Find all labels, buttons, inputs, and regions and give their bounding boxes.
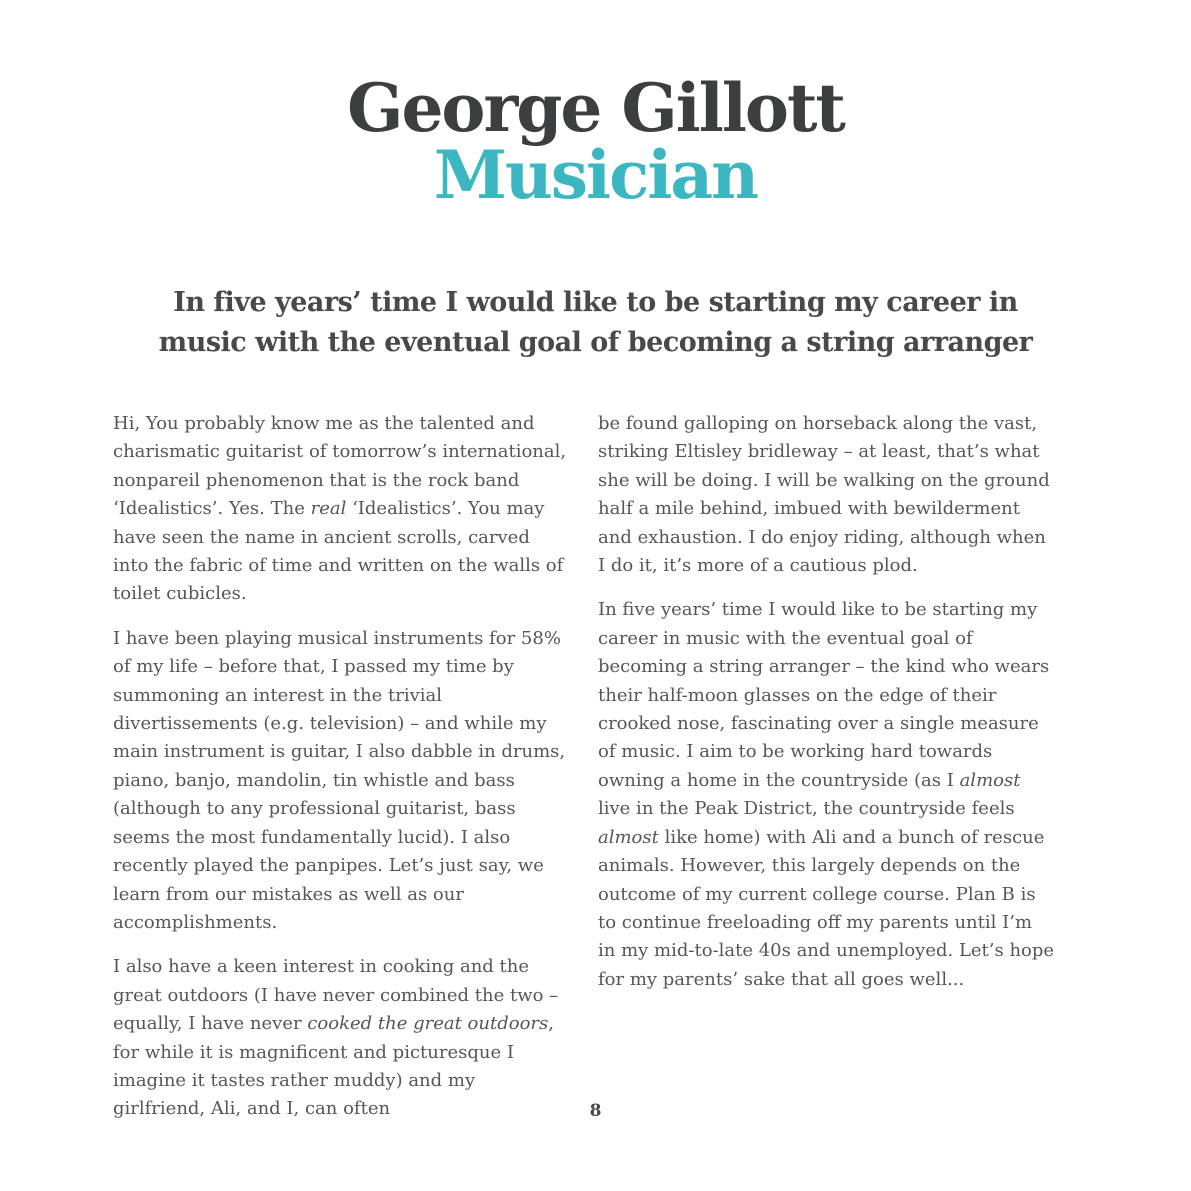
body-text: , for while it is magnificent and picturesque I imagine it tastes rather muddy) and my girlfriend, Ali, and I, can often — [113, 1013, 554, 1120]
page-number: 8 — [589, 1101, 602, 1121]
person-name-title: George Gillott — [347, 69, 844, 147]
body-text: I also have a keen interest in cooking and the great outdoors (I have never combined the two – equally, I have never — [113, 956, 559, 1035]
person-role-title: Musician — [433, 136, 758, 214]
body-text-italic: almost — [598, 826, 659, 848]
body-text-italic: real — [310, 498, 347, 520]
article-body — [113, 410, 1055, 1140]
body-text: I have been playing musical instruments for 58% of my life – before that, I passed my time by summoning an interest in the trivial divertissements (e.g. television) – and while my main instrument is guitar, I also dabble in drums, piano, banjo, mandolin, tin whistle and bass (although to any professional guitarist, bass seems the most fundamentally lucid). I also recently played the panpipes. Let’s just say, we learn from our mistakes as well as our accomplishments. — [113, 627, 566, 933]
body-paragraph — [598, 596, 1055, 994]
body-text-italic: cooked the great outdoors — [307, 1013, 549, 1035]
pull-quote-line-2: music with the eventual goal of becoming a string arranger — [158, 327, 1033, 358]
right-column — [598, 410, 1055, 1140]
body-text: In five years’ time I would like to be starting my career in music with the eventual goal of becoming a string arranger – the kind who wears their half-moon glasses on the edge of their crooked nose, fascinating over a single measure of music. I aim to be working hard towards owning a home in the countryside (as I — [598, 599, 1050, 791]
body-paragraph — [113, 625, 570, 937]
body-text: like home) with Ali and a bunch of rescue animals. However, this largely depends on the outcome of my current college course. Plan B is to continue freeloading off my parents until I’m in my mid-to-late 40s and unemployed. Let’s hope for my parents’ sake that all goes well... — [598, 826, 1055, 990]
body-paragraph — [598, 410, 1055, 580]
pull-quote — [116, 283, 1076, 363]
body-text: be found galloping on horseback along the vast, striking Eltisley bridleway – at least, that’s what she will be doing. I will be walking on the ground half a mile behind, imbued with bewilderment and exhaustion. I do enjoy riding, although when I do it, it’s more of a cautious plod. — [598, 413, 1050, 577]
body-text: Hi, You probably know me as the talented and charismatic guitarist of tomorrow’s international, nonpareil phenomenon that is the rock band ‘Idealistics’. Yes. The — [113, 413, 567, 520]
body-paragraph — [113, 953, 570, 1123]
page-header — [0, 69, 1191, 214]
body-text: ‘Idealistics’. You may have seen the name in ancient scrolls, carved into the fabric of time and written on the walls of toilet cubicles. — [113, 498, 564, 605]
body-text: live in the Peak District, the countryside feels — [598, 798, 1015, 820]
body-text-italic: almost — [959, 769, 1021, 791]
body-paragraph — [113, 410, 570, 609]
left-column — [113, 410, 570, 1140]
pull-quote-line-1: In five years’ time I would like to be starting my career in — [173, 287, 1018, 318]
